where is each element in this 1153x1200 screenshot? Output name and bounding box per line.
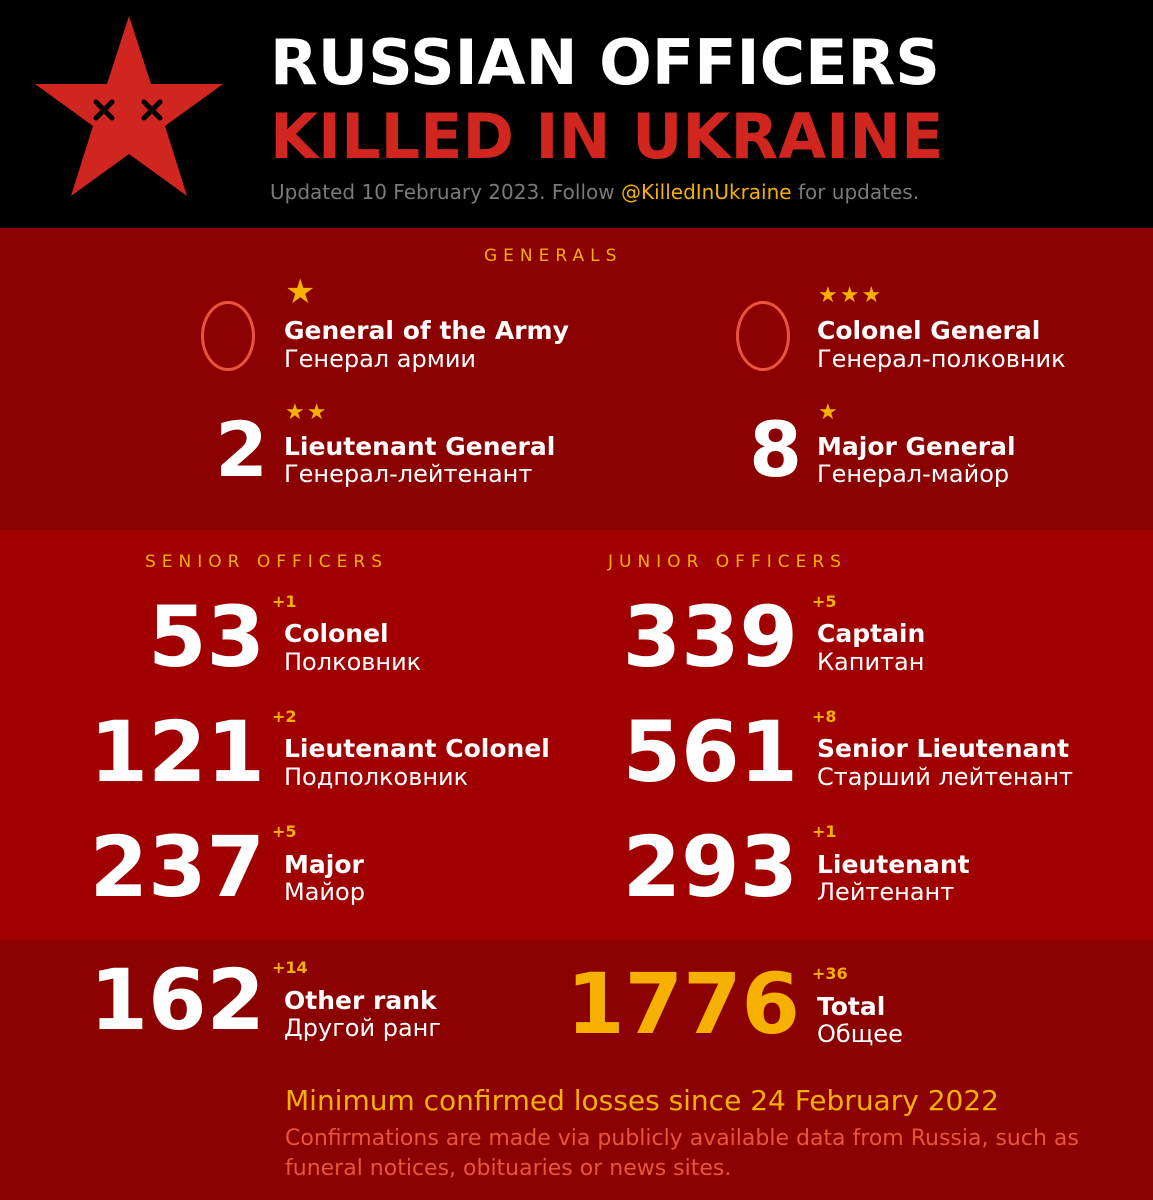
general-of-army-zero-count xyxy=(201,301,255,371)
major-ru-label: Майор xyxy=(284,878,365,906)
other-rank-ru-label: Другой ранг xyxy=(284,1014,441,1042)
generals-section-title: GENERALS xyxy=(484,246,623,266)
major-delta: +5 xyxy=(272,822,297,841)
colonel-ru-label: Полковник xyxy=(284,648,422,676)
update-note xyxy=(270,180,919,204)
lieutenant-ru-label: Лейтенант xyxy=(817,878,955,906)
other-rank-count: 162 xyxy=(89,951,265,1049)
twitter-handle-link[interactable]: @KilledInUkraine xyxy=(620,180,792,204)
colonel-general-ru-label: Генерал-полковник xyxy=(817,345,1066,373)
lieutenant-colonel-delta: +2 xyxy=(272,707,297,726)
minimum-losses-statement: Minimum confirmed losses since 24 February 2022 xyxy=(285,1084,999,1117)
colonel-label: Colonel xyxy=(284,619,389,648)
major-count: 237 xyxy=(89,818,265,916)
major-general-ru-label: Генерал-майор xyxy=(817,460,1010,488)
other-rank-delta: +14 xyxy=(272,958,308,977)
colonel-general-label: Colonel General xyxy=(817,316,1041,345)
total-delta: +36 xyxy=(812,964,848,983)
confirmation-note: Confirmations are made via publicly available data from Russia, such as funeral notices, obituaries or news sites. xyxy=(285,1126,1079,1181)
lieutenant-general-label: Lieutenant General xyxy=(284,432,556,461)
colonel-general-zero-count xyxy=(736,301,790,371)
senior-lieutenant-delta: +8 xyxy=(812,707,837,726)
lieutenant-general-ru-label: Генерал-лейтенант xyxy=(284,460,533,488)
two-stars-icon: ★★ xyxy=(285,400,329,425)
one-star-icon: ★ xyxy=(285,272,318,312)
captain-count: 339 xyxy=(622,588,798,686)
captain-ru-label: Капитан xyxy=(817,648,925,676)
update-suffix: for updates. xyxy=(791,180,920,204)
lieutenant-delta: +1 xyxy=(812,822,837,841)
total-label: Total xyxy=(817,992,886,1021)
lieutenant-colonel-label: Lieutenant Colonel xyxy=(284,734,550,763)
total-count: 1776 xyxy=(566,955,800,1053)
lieutenant-label: Lieutenant xyxy=(817,850,970,879)
three-stars-icon: ★★★ xyxy=(818,283,884,308)
senior-lieutenant-ru-label: Старший лейтенант xyxy=(817,763,1073,791)
general-of-army-ru-label: Генерал армии xyxy=(284,345,477,373)
page-title-line2: KILLED IN UKRAINE xyxy=(270,100,944,173)
lieutenant-colonel-count: 121 xyxy=(89,703,265,801)
one-star-icon: ★ xyxy=(818,400,840,425)
lieutenant-count: 293 xyxy=(622,818,798,916)
general-of-army-label: General of the Army xyxy=(284,316,569,345)
lieutenant-general-count: 2 xyxy=(215,405,268,494)
total-ru-label: Общее xyxy=(817,1020,903,1048)
colonel-count: 53 xyxy=(148,588,265,686)
junior-officers-section-title: JUNIOR OFFICERS xyxy=(608,552,847,572)
other-rank-label: Other rank xyxy=(284,986,437,1015)
update-prefix: Updated 10 February 2023. Follow xyxy=(270,180,621,204)
senior-lieutenant-label: Senior Lieutenant xyxy=(817,734,1070,763)
colonel-delta: +1 xyxy=(272,592,297,611)
major-label: Major xyxy=(284,850,364,879)
major-general-label: Major General xyxy=(817,432,1016,461)
senior-officers-section-title: SENIOR OFFICERS xyxy=(145,552,389,572)
captain-label: Captain xyxy=(817,619,926,648)
major-general-count: 8 xyxy=(749,405,802,494)
captain-delta: +5 xyxy=(812,592,837,611)
page-title-line1: RUSSIAN OFFICERS xyxy=(270,26,940,99)
red-star-logo-icon xyxy=(33,14,225,198)
lieutenant-colonel-ru-label: Подполковник xyxy=(284,763,469,791)
senior-lieutenant-count: 561 xyxy=(622,703,798,801)
